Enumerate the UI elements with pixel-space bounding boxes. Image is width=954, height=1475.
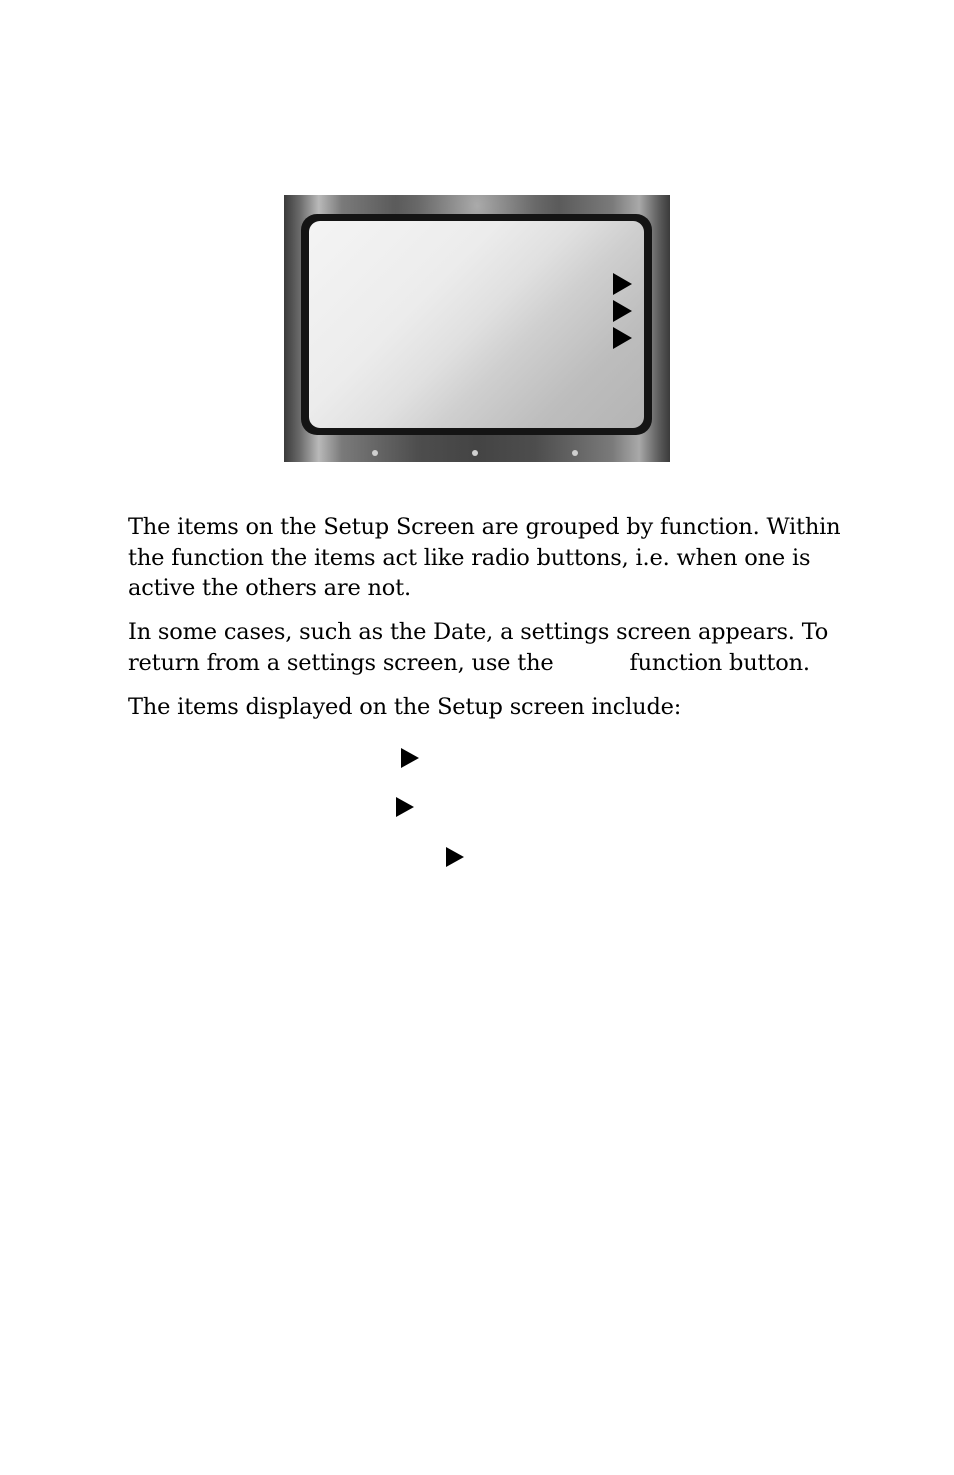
paragraph-line: return from a settings screen, use the — [128, 649, 554, 676]
setup-screen-figure — [284, 195, 670, 462]
triangle-right-icon — [613, 273, 632, 295]
paragraph-line: The items on the Setup Screen are grouped by function. Within — [128, 514, 841, 540]
triangle-right-icon — [613, 327, 632, 349]
triangle-right-icon — [613, 300, 632, 322]
triangle-right-icon — [401, 748, 419, 768]
device-screen — [309, 221, 644, 428]
device-bezel — [301, 214, 652, 435]
function-button-dot — [372, 450, 378, 456]
paragraph-line: In some cases, such as the Date, a settings screen appears. To — [128, 619, 829, 645]
triangle-right-icon — [446, 847, 464, 867]
paragraph-line: active the others are not. — [128, 575, 411, 601]
paragraph-items-intro — [128, 692, 681, 723]
function-button-dot — [572, 450, 578, 456]
function-button-dot — [472, 450, 478, 456]
paragraph-line: function button. — [629, 649, 810, 676]
paragraph-line: the function the items act like radio buttons, i.e. when one is — [128, 544, 811, 571]
paragraph-settings — [128, 617, 828, 678]
triangle-right-icon — [396, 797, 414, 817]
paragraph-grouping — [128, 512, 840, 604]
paragraph-line: The items displayed on the Setup screen include: — [128, 694, 682, 720]
